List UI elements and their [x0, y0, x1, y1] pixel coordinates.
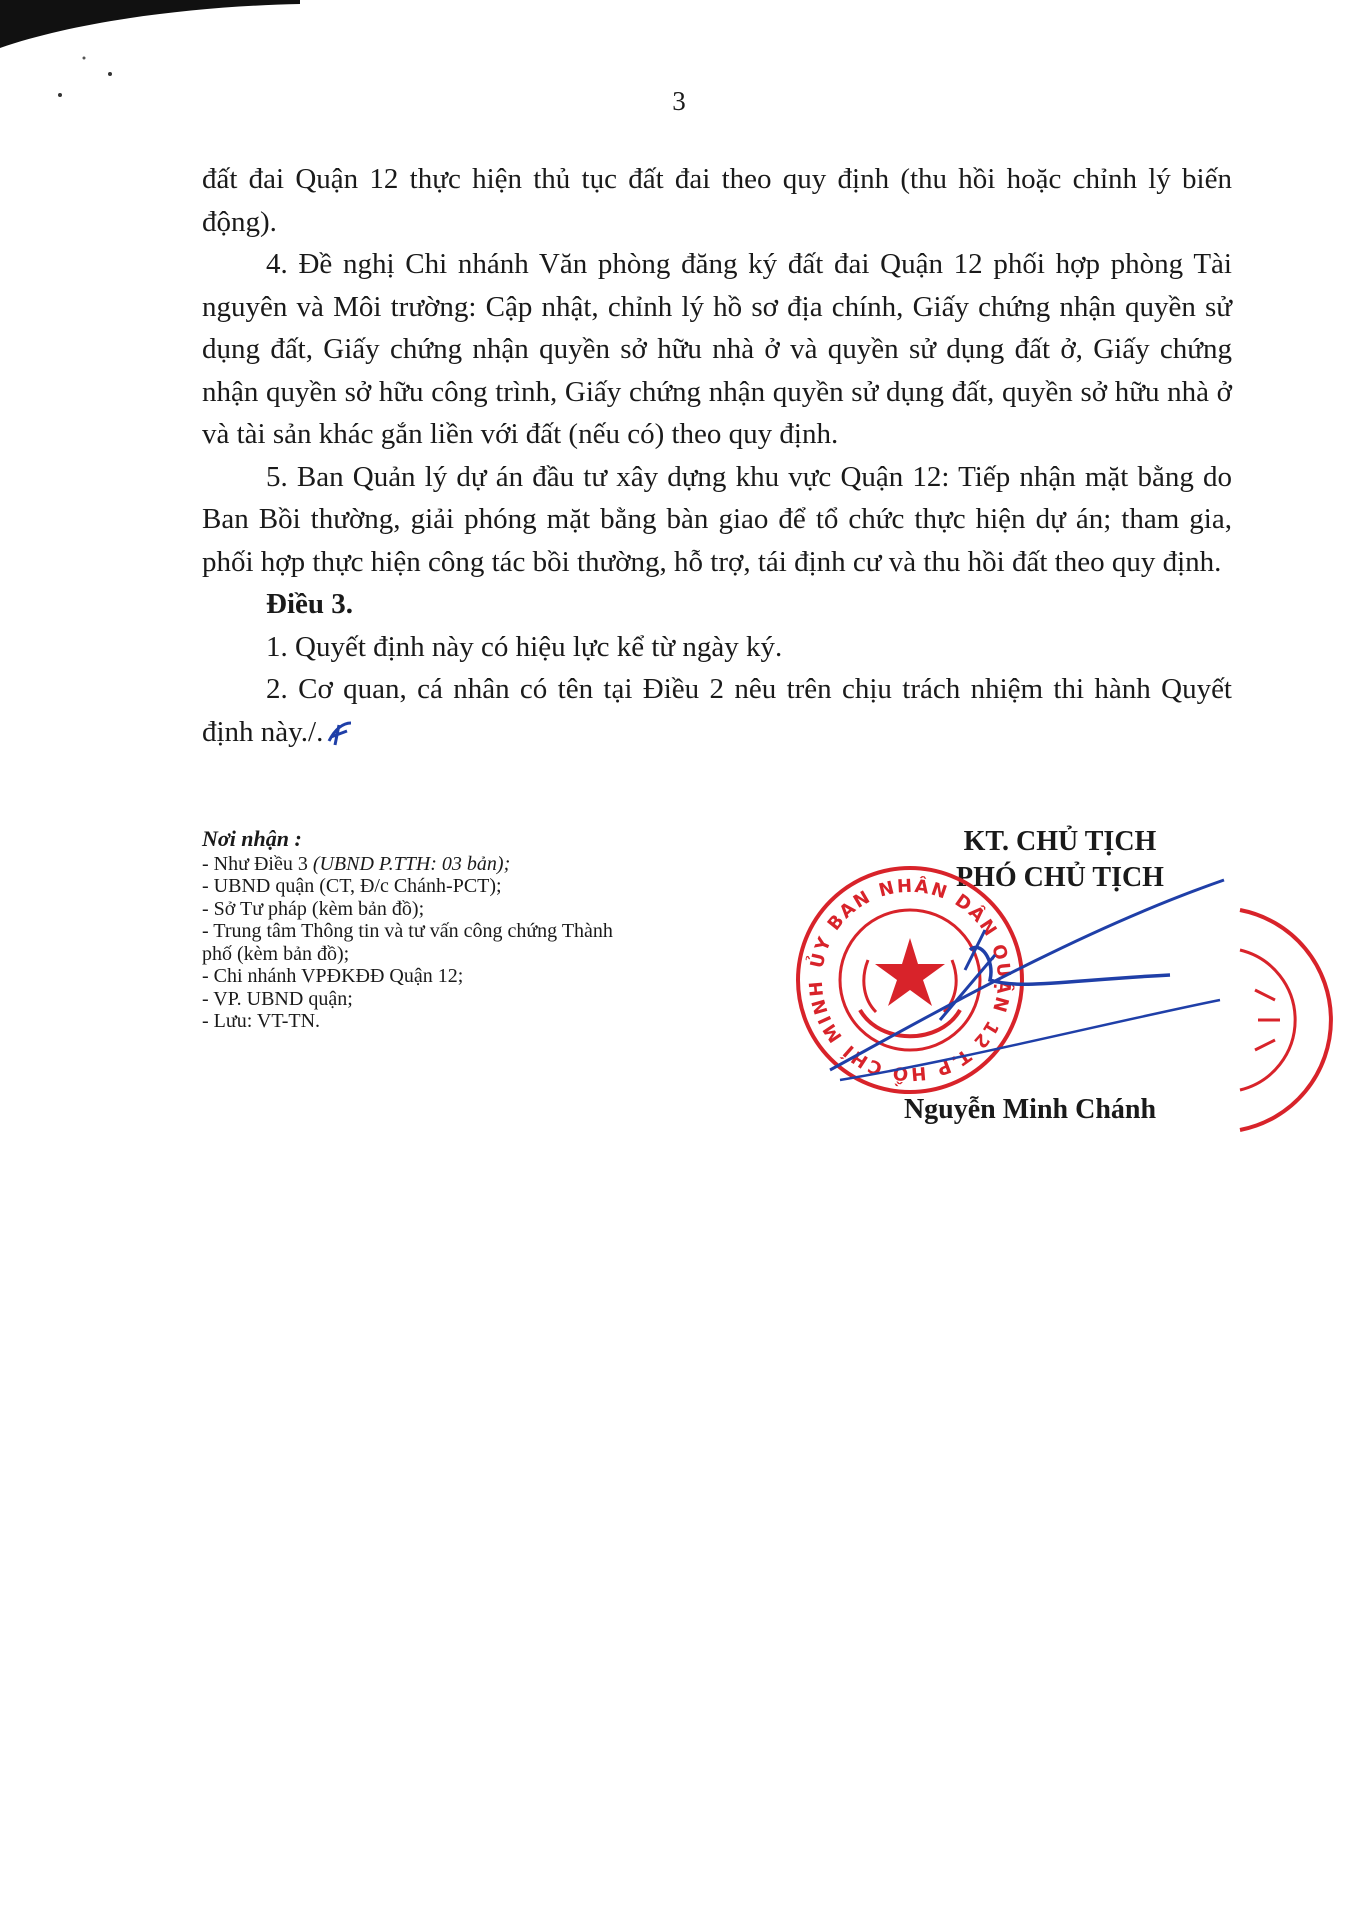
recipient-item: - Chi nhánh VPĐKĐĐ Quận 12;: [202, 965, 464, 987]
recipient-item: - Lưu: VT-TN.: [202, 1010, 321, 1032]
article-3-heading: Điều 3.: [266, 588, 353, 620]
signature-title-line2: PHÓ CHỦ TỊCH: [956, 862, 1164, 893]
paragraph-item-4: 4. Đề nghị Chi nhánh Văn phòng đăng ký đất đai Quận 12 phối hợp phòng Tài nguyên và Môi trường: Cập nhật, chỉnh lý hồ sơ địa chính, Giấy chứng nhận quyền sử dụng đất, Giấy chứng nhận quyền sở hữu nhà ở và quyền sử dụng đất ở, Giấy chứng nhận quyền sở hữu công trình, Giấy chứng nhận quyền sử dụng đất, quyền sở hữu nhà ở và tài sản khác gắn liền với đất (nếu có) theo quy định.: [202, 248, 1232, 450]
document-body: [202, 158, 1232, 753]
recipient-item-note: (UBND P.TTH: 03 bản);: [312, 852, 511, 875]
recipient-item: - Trung tâm Thông tin và tư vấn công chứng Thành phố (kèm bản đồ);: [202, 920, 613, 965]
article-3-item-2-text: 2. Cơ quan, cá nhân có tên tại Điều 2 nêu trên chịu trách nhiệm thi hành Quyết định này./.: [202, 673, 1232, 748]
page-number: 3: [672, 86, 686, 116]
recipient-item-main: - Như Điều 3: [202, 852, 313, 875]
paragraph-item-5: 5. Ban Quản lý dự án đầu tư xây dựng khu vực Quận 12: Tiếp nhận mặt bằng do Ban Bồi thường, giải phóng mặt bằng bàn giao để tổ chức thực hiện dự án; tham gia, phối hợp thực hiện công tác bồi thường, hỗ trợ, tái định cư và thu hồi đất theo quy định.: [202, 460, 1232, 578]
signature-title-line1: KT. CHỦ TỊCH: [963, 826, 1157, 857]
recipients-block: [202, 828, 622, 1033]
paragraph-continuation: đất đai Quận 12 thực hiện thủ tục đất đai theo quy định (thu hồi hoặc chỉnh lý biến động).: [202, 163, 1232, 238]
initial-tick-mark: [325, 719, 355, 749]
article-3-item-1: 1. Quyết định này có hiệu lực kể từ ngày ký.: [266, 630, 783, 663]
seal-text: ỦY BAN NHÂN DÂN QUẬN 12 T.P HỒ CHÍ MINH: [805, 875, 1015, 1085]
recipient-item: [202, 853, 622, 876]
handwritten-signature: [820, 870, 1240, 1090]
recipients-title: Nơi nhận :: [202, 826, 302, 851]
recipient-item: - Sở Tư pháp (kèm bản đồ);: [202, 897, 425, 920]
article-3-item-2: [202, 668, 1232, 753]
recipient-item: - VP. UBND quận;: [202, 987, 353, 1010]
recipient-item: - UBND quận (CT, Đ/c Chánh-PCT);: [202, 875, 502, 897]
signer-name: Nguyễn Minh Chánh: [903, 1094, 1157, 1125]
